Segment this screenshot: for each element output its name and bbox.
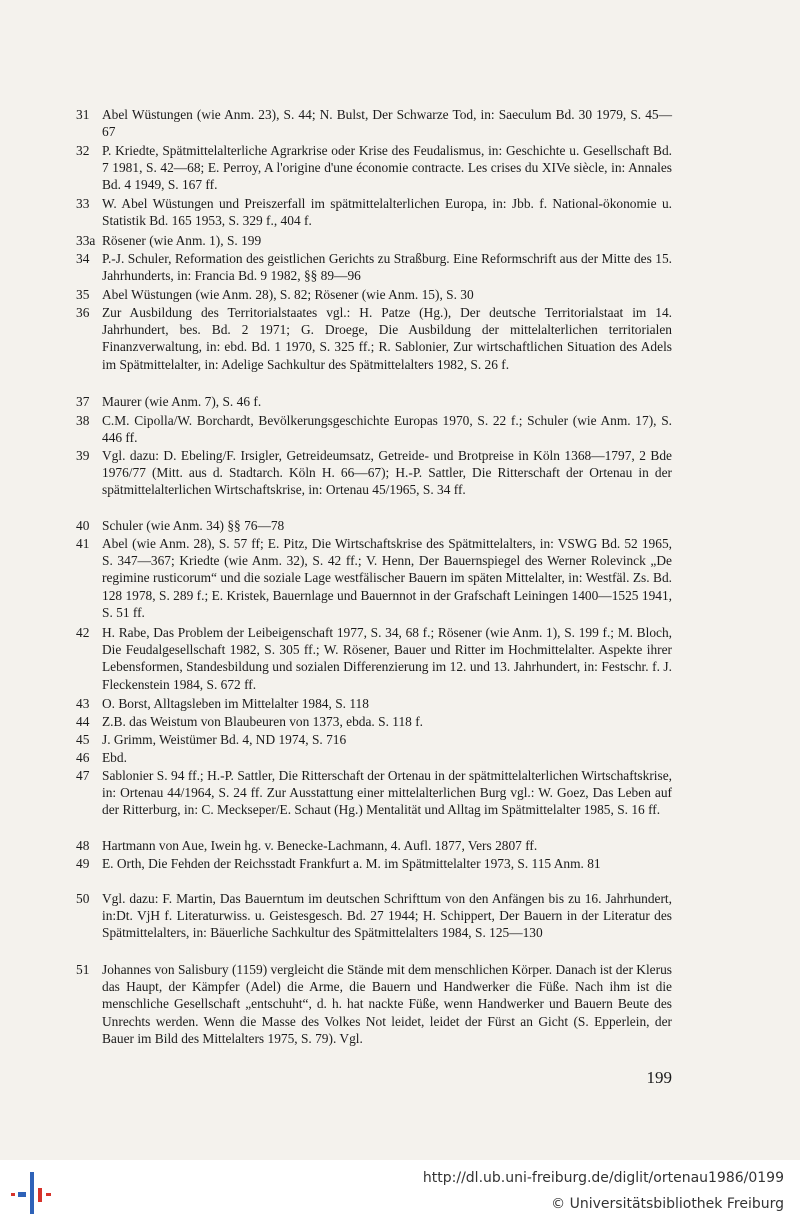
footnote-text: Maurer (wie Anm. 7), S. 46 f. xyxy=(102,394,262,409)
footnote-32 xyxy=(76,142,672,194)
footnote-35 xyxy=(76,286,672,303)
footnote-number: 44 xyxy=(76,714,90,729)
copyright-text: © Universitätsbibliothek Freiburg xyxy=(551,1196,784,1212)
footnote-text: Vgl. dazu: F. Martin, Das Bauerntum im deutschen Schrifttum von den Anfängen bis zu 16. Jahrhundert, in:Dt. VjH f. Literaturwiss. u. Geistesgesch. Bd. 27 1944; H. Schippert, Der Bauern in der Literatur des Spätmittelalters, in: Bäuerliche Sachkultur des Spätmittelalters 1984, S. 125—130 xyxy=(102,891,672,941)
footnote-number: 47 xyxy=(76,768,90,783)
footnote-number: 38 xyxy=(76,413,90,428)
footnote-text: Abel Wüstungen (wie Anm. 28), S. 82; Rösener (wie Anm. 15), S. 30 xyxy=(102,287,474,302)
footnote-46 xyxy=(76,749,672,766)
footnote-40 xyxy=(76,517,672,534)
footnote-47 xyxy=(76,767,672,819)
page-number: 199 xyxy=(646,1068,672,1087)
source-url-link[interactable]: http://dl.ub.uni-freiburg.de/diglit/ortenau1986/0199 xyxy=(422,1170,784,1186)
footnote-text: Schuler (wie Anm. 34) §§ 76—78 xyxy=(102,518,285,533)
footnote-number: 48 xyxy=(76,838,90,853)
footnote-text: Z.B. das Weistum von Blaubeuren von 1373, ebda. S. 118 f. xyxy=(102,714,424,729)
footnote-text: E. Orth, Die Fehden der Reichsstadt Frankfurt a. M. im Spätmittelalter 1973, S. 115 Anm. 81 xyxy=(102,856,601,871)
footer-bar xyxy=(0,1160,800,1220)
footnote-number: 46 xyxy=(76,750,90,765)
footnote-number: 50 xyxy=(76,891,90,906)
footnote-36 xyxy=(76,304,672,373)
footnote-33a xyxy=(76,232,672,249)
footnote-number: 49 xyxy=(76,856,90,871)
footnote-text: W. Abel Wüstungen und Preiszerfall im spätmittelalterlichen Europa, in: Jbb. f. National-ökonomie u. Statistik Bd. 165 1953, S. 329 f., 404 f. xyxy=(102,196,672,229)
footnote-38 xyxy=(76,412,672,446)
footnote-text: J. Grimm, Weistümer Bd. 4, ND 1974, S. 716 xyxy=(102,732,347,747)
footnote-number: 37 xyxy=(76,394,90,409)
footnote-43 xyxy=(76,695,672,712)
footnote-51 xyxy=(76,961,672,1047)
footnote-text: H. Rabe, Das Problem der Leibeigenschaft 1977, S. 34, 68 f.; Rösener (wie Anm. 1), S. 199 f.; M. Bloch, Die Feudalgesellschaft 1982, S. 305 ff.; W. Rösener, Bauer und Ritter im Hochmittelalter. Aspekte ihrer Lebensformen, Standesbildung und sozialen Differenzierung im 12. und 13. Jahrhundert, in: Festschr. f. J. Fleckenstein 1984, S. 672 ff. xyxy=(102,625,672,692)
footnote-45 xyxy=(76,731,672,748)
footnote-text: Ebd. xyxy=(102,750,127,765)
footnote-number: 45 xyxy=(76,732,90,747)
footnote-37 xyxy=(76,393,672,410)
footnote-33 xyxy=(76,195,672,229)
footnote-text: P.-J. Schuler, Reformation des geistlichen Gerichts zu Straßburg. Eine Reformschrift aus der Mitte des 15. Jahrhunderts, in: Francia Bd. 9 1982, §§ 89—96 xyxy=(102,251,672,284)
footnote-number: 33a xyxy=(76,233,96,248)
footnote-text: Vgl. dazu: D. Ebeling/F. Irsigler, Getreideumsatz, Getreide- und Brotpreise in Köln 1368—1797, 2 Bde 1976/77 (Mitt. aus d. Stadtarch. Köln H. 66—67); H.-P. Sattler, Die Ritterschaft der Ortenau in der spätmittelalterlichen Wirtschaftskrise, in: Ortenau 45/1965, S. 34 ff. xyxy=(102,448,672,498)
footnote-number: 51 xyxy=(76,962,90,977)
footnote-48 xyxy=(76,837,672,854)
footnote-text: P. Kriedte, Spätmittelalterliche Agrarkrise oder Krise des Feudalismus, in: Geschichte u. Gesellschaft Bd. 7 1981, S. 42—68; E. Perroy, A l'origine d'une économie contracte. Les crises du XIVe siècle, in: Annales Bd. 4 1949, S. 167 ff. xyxy=(102,143,672,193)
footnote-text: Rösener (wie Anm. 1), S. 199 xyxy=(102,233,262,248)
footnote-number: 35 xyxy=(76,287,90,302)
footnote-31 xyxy=(76,106,672,140)
footnote-number: 43 xyxy=(76,696,90,711)
footnote-number: 34 xyxy=(76,251,90,266)
footnote-number: 36 xyxy=(76,305,90,320)
footnote-42 xyxy=(76,624,672,693)
footnote-number: 41 xyxy=(76,536,90,551)
footnote-text: Johannes von Salisbury (1159) vergleicht die Stände mit dem menschlichen Körper. Danach ist der Klerus das Haupt, der Kämpfer (Adel) die Arme, die Bauern und Handwerker die Füße. Nach ihm ist die menschliche Gesellschaft „entschuht“, d. h. hat nackte Füße, wenn Handwerker und Bauern Beute des Unrechts werden. Wenn die Masse des Volkes Not leidet, leidet der Fürst an Gicht (S. Epperlein, der Bauer im Bild des Mittelalters 1975, S. 79). Vgl. xyxy=(102,962,672,1046)
footnote-text: Sablonier S. 94 ff.; H.-P. Sattler, Die Ritterschaft der Ortenau in der spätmittelalterlichen Wirtschaftskrise, in: Ortenau 44/1964, S. 24 ff. Zur Ausstattung einer mittelalterlichen Burg vgl.: W. Goez, Das Leben auf der Ritterburg, in: C. Meckseper/E. Schaut (Hg.) Mentalität und Alltag im Spätmittelalter 1985, S. 16 ff. xyxy=(102,768,672,818)
footnote-text: Zur Ausbildung des Territorialstaates vgl.: H. Patze (Hg.), Der deutsche Territorialstaat im 14. Jahrhundert, bes. Bd. 2 1971; G. Droege, Die Ausbildung der mittelalterlichen territorialen Finanzverwaltung, in: ebd. Bd. 1 1970, S. 325 ff.; R. Sablonier, Zur wirtschaftlichen Situation des Adels im Spätmittelalter, in: Adelige Sachkultur des Spätmittelalters 1982, S. 26 f. xyxy=(102,305,672,372)
footnote-text: C.M. Cipolla/W. Borchardt, Bevölkerungsgeschichte Europas 1970, S. 22 f.; Schuler (wie Anm. 17), S. 446 ff. xyxy=(102,413,672,446)
footnote-number: 39 xyxy=(76,448,90,463)
footnote-number: 32 xyxy=(76,143,90,158)
footnote-number: 40 xyxy=(76,518,90,533)
footnote-44 xyxy=(76,713,672,730)
footnote-number: 31 xyxy=(76,107,90,122)
footnote-39 xyxy=(76,447,672,499)
footnote-text: Hartmann von Aue, Iwein hg. v. Benecke-Lachmann, 4. Aufl. 1877, Vers 2807 ff. xyxy=(102,838,538,853)
footnote-number: 33 xyxy=(76,196,90,211)
footnote-41 xyxy=(76,535,672,621)
footnote-text: Abel Wüstungen (wie Anm. 23), S. 44; N. Bulst, Der Schwarze Tod, in: Saeculum Bd. 30 1979, S. 45—67 xyxy=(102,107,672,140)
footnote-text: O. Borst, Alltagsleben im Mittelalter 1984, S. 118 xyxy=(102,696,369,711)
footnote-number: 42 xyxy=(76,625,90,640)
footnote-50 xyxy=(76,890,672,942)
footnote-text: Abel (wie Anm. 28), S. 57 ff; E. Pitz, Die Wirtschaftskrise des Spätmittelalters, in: VSWG Bd. 52 1965, S. 347—367; Kriedte (wie Anm. 32), S. 42 ff.; V. Henn, Der Bauernspiegel des Werner Rolevinck „De regimine rusticorum“ und die soziale Lage westfälischer Bauern im späten Mittelalter, in: Westfäl. Zs. Bd. 128 1978, S. 289 f.; E. Kristek, Bauernlage und Bauernnot in der Grafschaft Leiningen 1400—1525 1941, S. 51 ff. xyxy=(102,536,672,620)
library-logo-icon xyxy=(10,1172,54,1214)
footnote-34 xyxy=(76,250,672,284)
footnote-49 xyxy=(76,855,672,872)
